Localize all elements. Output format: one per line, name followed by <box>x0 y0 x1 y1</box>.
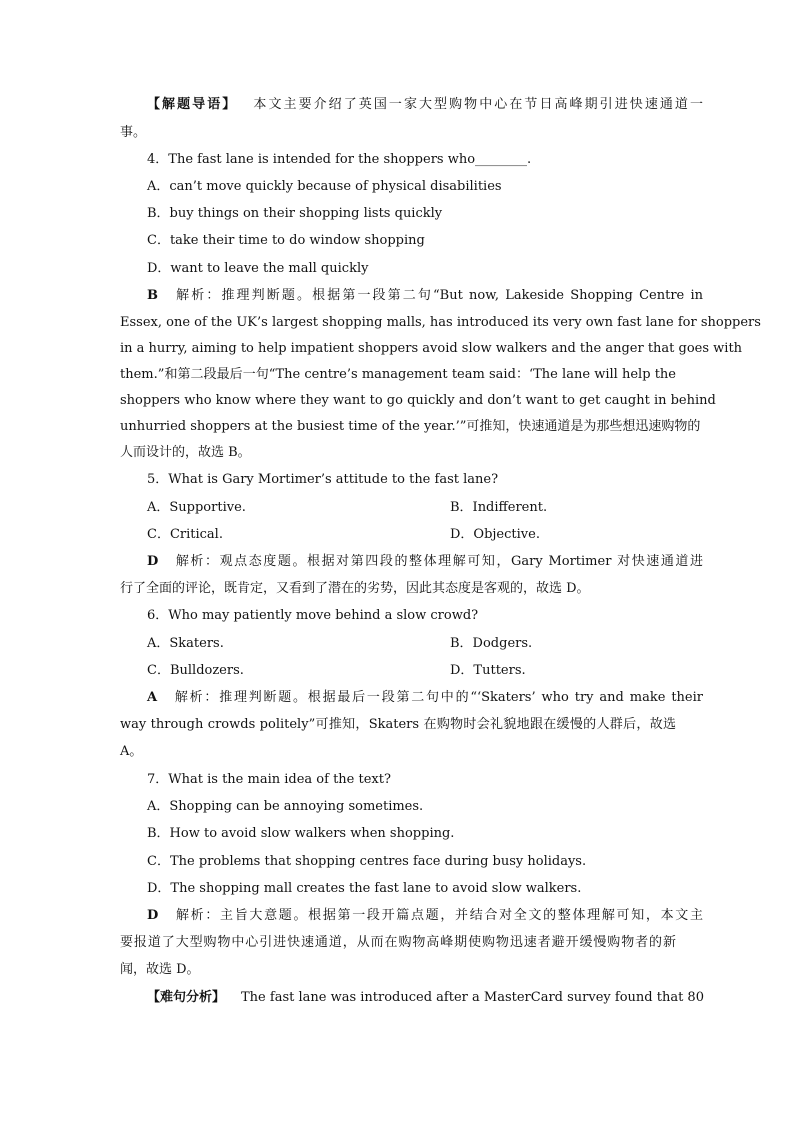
guide-text-1: 本文主要介绍了英国一家大型购物中心在节日高峰期引进快速通道一 <box>251 97 703 112</box>
q6-analysis-text-1: 解析：推理判断题。根据最后一段第二句中的“‘Skaters’ who try and make their <box>173 690 703 705</box>
q4-option-c: C．take their time to do window shopping <box>147 233 425 248</box>
q5-analysis-text-1: 解析：观点态度题。根据对第四段的整体理解可知，Gary Mortimer 对快速通道进 <box>174 554 703 569</box>
q5-option-d: D．Objective. <box>450 527 540 542</box>
q7-option-a: A．Shopping can be annoying sometimes. <box>147 799 424 814</box>
q6-option-b: B．Dodgers. <box>450 636 533 651</box>
q7-analysis-line-2: 要报道了大型购物中心引进快速通道，从而在购物高峰期使购物迅速者避开缓慢购物者的新 <box>120 935 676 950</box>
q5-option-a: A．Supportive. <box>147 500 246 515</box>
q7-option-b: B．How to avoid slow walkers when shopping. <box>147 826 455 841</box>
difficult-line <box>147 989 703 1007</box>
difficult-text: The fast lane was introduced after a MasterCard survey found that 80 <box>241 990 704 1005</box>
q6-answer: A <box>147 690 158 705</box>
q5-analysis-line-1 <box>147 553 703 571</box>
q6-analysis-line-2: way through crowds politely”可推知，Skaters 在购物时会礼貌地跟在缓慢的人群后，故选 <box>120 717 676 732</box>
guide-line-1 <box>147 96 703 114</box>
q7-option-d: D．The shopping mall creates the fast lane to avoid slow walkers. <box>147 881 582 896</box>
q6-option-d: D．Tutters. <box>450 663 526 678</box>
q4-analysis-line-2: Essex, one of the UK’s largest shopping malls, has introduced its very own fast lane for shoppers <box>120 315 761 330</box>
q7-analysis-line-3: 闻，故选 D。 <box>120 962 200 977</box>
q7-option-c: C．The problems that shopping centres face during busy holidays. <box>147 854 587 869</box>
q5-analysis-line-2: 行了全面的评论，既肯定，又看到了潜在的劣势，因此其态度是客观的，故选 D。 <box>120 581 590 596</box>
q6-analysis-line-3: A。 <box>120 744 143 759</box>
q7-analysis-text-1: 解析：主旨大意题。根据第一段开篇点题，并结合对全文的整体理解可知，本文主 <box>174 908 703 923</box>
q4-question: 4．The fast lane is intended for the shoppers who________. <box>147 152 532 167</box>
guide-line-2: 事。 <box>120 125 147 140</box>
q5-answer: D <box>147 554 159 569</box>
q5-option-b: B．Indifferent. <box>450 500 548 515</box>
q6-analysis-line-1 <box>147 689 703 707</box>
q4-option-d: D．want to leave the mall quickly <box>147 261 369 276</box>
q4-analysis-line-6: unhurried shoppers at the busiest time of the year.’”可推知，快速通道是为那些想迅速购物的 <box>120 419 701 434</box>
q4-analysis-line-5: shoppers who know where they want to go quickly and don’t want to get caught in behind <box>120 393 716 408</box>
difficult-label: 【难句分析】 <box>147 990 226 1005</box>
q5-question: 5．What is Gary Mortimer’s attitude to the fast lane? <box>147 472 499 487</box>
guide-label: 【解题导语】 <box>147 97 238 112</box>
q4-analysis-text-1: 解析：推理判断题。根据第一段第二句“But now, Lakeside Shopping Centre in <box>174 288 703 303</box>
q4-analysis-line-3: in a hurry, aiming to help impatient shoppers avoid slow walkers and the anger that goes with <box>120 341 743 356</box>
q4-analysis-line-7: 人而设计的，故选 B。 <box>120 445 251 460</box>
q7-analysis-line-1 <box>147 907 703 925</box>
q4-answer: B <box>147 288 158 303</box>
q6-question: 6．Who may patiently move behind a slow crowd? <box>147 608 479 623</box>
q4-analysis-line-4: them.”和第二段最后一句“The centre’s management team said：‘The lane will help the <box>120 367 676 382</box>
q7-question: 7．What is the main idea of the text? <box>147 772 391 787</box>
q7-answer: D <box>147 908 159 923</box>
q4-option-a: A．can’t move quickly because of physical disabilities <box>147 179 502 194</box>
q6-option-c: C．Bulldozers. <box>147 663 244 678</box>
q6-option-a: A．Skaters. <box>147 636 224 651</box>
q4-analysis-line-1 <box>147 287 703 305</box>
q5-option-c: C．Critical. <box>147 527 223 542</box>
q4-option-b: B．buy things on their shopping lists quickly <box>147 206 443 221</box>
